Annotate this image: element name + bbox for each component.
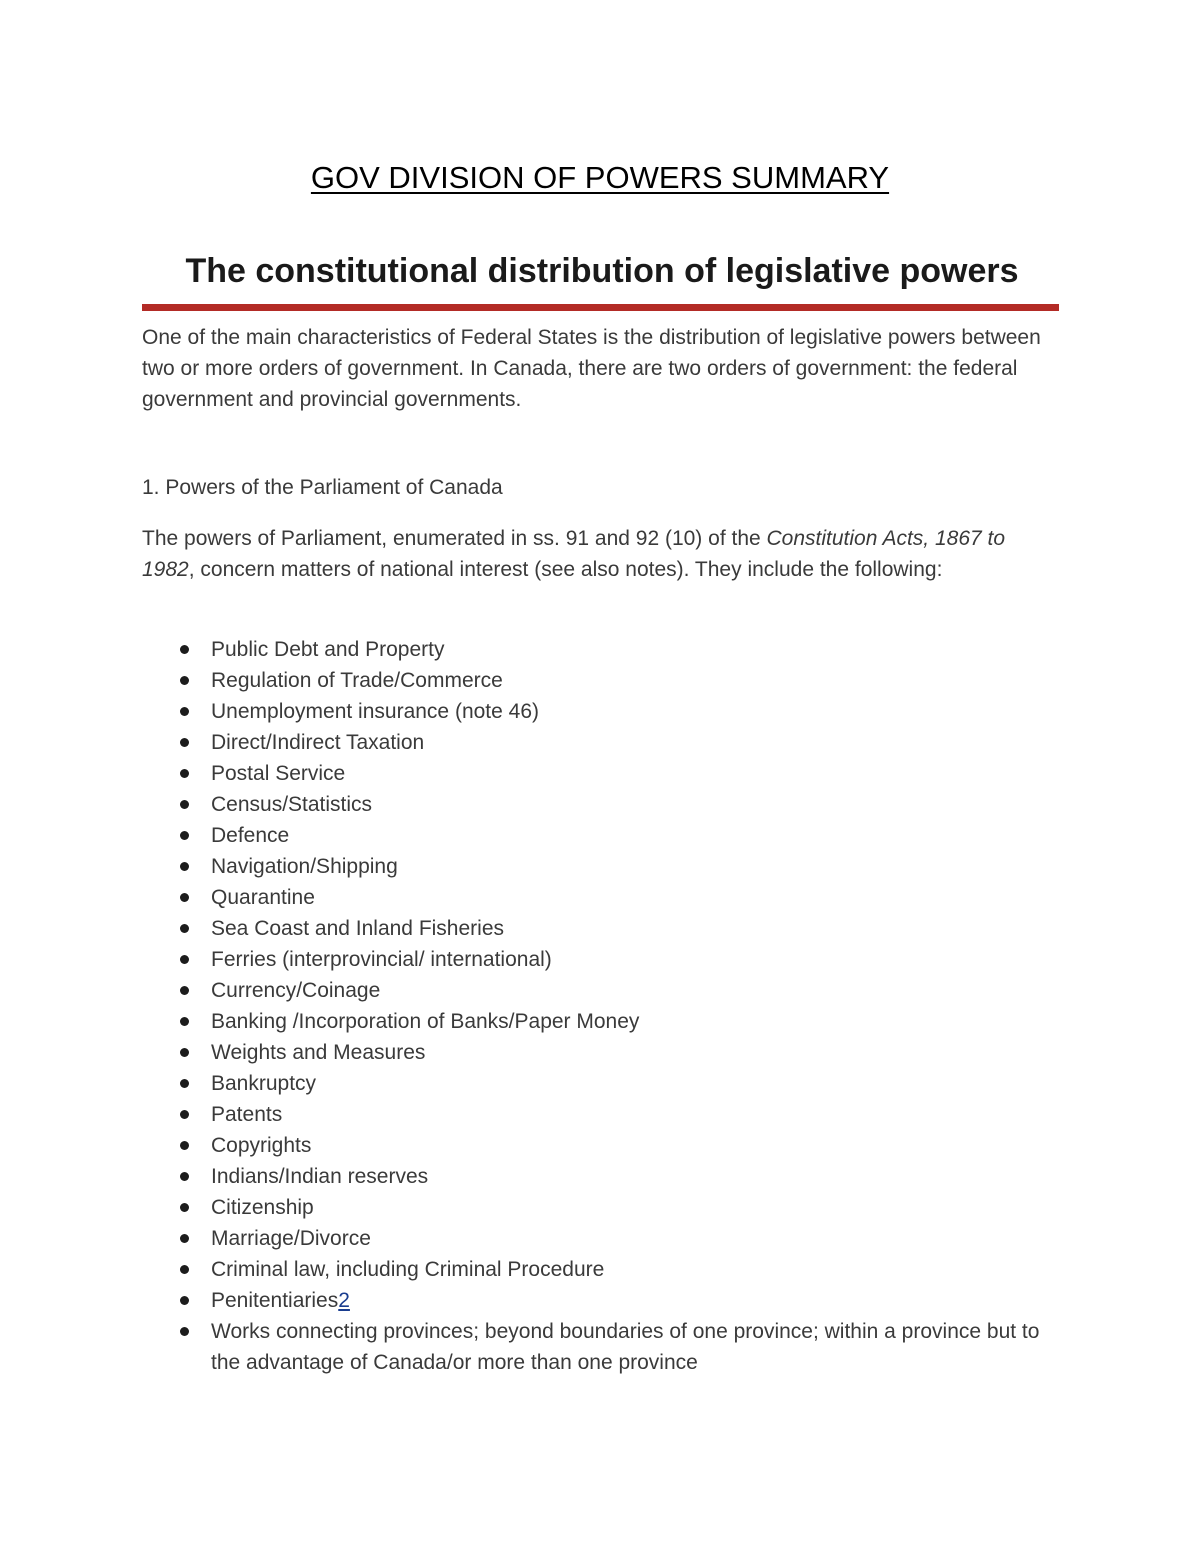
list-item-text: Quarantine (211, 886, 315, 909)
list-item (142, 1037, 1062, 1068)
bullet-icon (180, 1141, 189, 1150)
list-item-text: Navigation/Shipping (211, 855, 398, 878)
list-item-text: Ferries (interprovincial/ international) (211, 948, 552, 971)
list-item (142, 758, 1062, 789)
list-item (142, 696, 1062, 727)
list-item-text: Works connecting provinces; beyond boundaries of one province; within a province but to the advantage of Canada/or more than one province (211, 1320, 1040, 1374)
list-item (142, 944, 1062, 975)
list-item-text: Regulation of Trade/Commerce (211, 669, 503, 692)
list-item (142, 1161, 1062, 1192)
powers-subheading: 1. Powers of the Parliament of Canada (142, 476, 503, 499)
bullet-icon (180, 1234, 189, 1243)
list-item-text: Census/Statistics (211, 793, 373, 816)
list-item (142, 1068, 1062, 1099)
list-item (142, 1223, 1062, 1254)
list-item-text: Patents (211, 1103, 283, 1126)
list-item-text: Citizenship (211, 1196, 314, 1219)
bullet-icon (180, 1172, 189, 1181)
list-item (142, 820, 1062, 851)
list-item-text: Public Debt and Property (211, 638, 445, 661)
list-item-text: Penitentiaries (211, 1289, 339, 1312)
bullet-icon (180, 1265, 189, 1274)
list-item (142, 634, 1062, 665)
bullet-icon (180, 831, 189, 840)
list-item-text: Banking /Incorporation of Banks/Paper Money (211, 1010, 640, 1033)
powers-list (142, 634, 1062, 1378)
bullet-icon (180, 800, 189, 809)
powers-paragraph-after: , concern matters of national interest (see also notes). They include the following: (188, 558, 943, 581)
list-item (142, 789, 1062, 820)
list-item-text: Weights and Measures (211, 1041, 426, 1064)
bullet-icon (180, 955, 189, 964)
list-item-text: Marriage/Divorce (211, 1227, 371, 1250)
intro-paragraph: One of the main characteristics of Federal States is the distribution of legislative powers between two or more orders of government. In Canada, there are two orders of government: the federal government and provincial governments. (142, 326, 1041, 411)
powers-paragraph-before: The powers of Parliament, enumerated in ss. 91 and 92 (10) of the (142, 527, 767, 550)
powers-paragraph (142, 523, 1062, 585)
list-item (142, 1285, 1062, 1316)
heading-rule-divider (142, 304, 1059, 311)
bullet-icon (180, 1203, 189, 1212)
list-item (142, 913, 1062, 944)
bullet-icon (180, 1079, 189, 1088)
bullet-icon (180, 1110, 189, 1119)
list-item-text: Postal Service (211, 762, 346, 785)
list-item-text: Sea Coast and Inland Fisheries (211, 917, 505, 940)
section-heading: The constitutional distribution of legislative powers (185, 252, 1019, 290)
list-item (142, 727, 1062, 758)
list-item (142, 1130, 1062, 1161)
list-item-text: Defence (211, 824, 290, 847)
footnote-link[interactable]: 2 (338, 1289, 350, 1312)
list-item-text: Copyrights (211, 1134, 312, 1157)
list-item-text: Currency/Coinage (211, 979, 381, 1002)
list-item-text: Unemployment insurance (note 46) (211, 700, 540, 723)
list-item (142, 665, 1062, 696)
bullet-icon (180, 769, 189, 778)
document-title: GOV DIVISION OF POWERS SUMMARY (310, 160, 890, 195)
list-item-text: Bankruptcy (211, 1072, 317, 1095)
bullet-icon (180, 1017, 189, 1026)
bullet-icon (180, 1296, 189, 1305)
bullet-icon (180, 707, 189, 716)
list-item (142, 1254, 1062, 1285)
list-item (142, 1006, 1062, 1037)
list-item (142, 882, 1062, 913)
bullet-icon (180, 1327, 189, 1336)
list-item (142, 1192, 1062, 1223)
list-item (142, 851, 1062, 882)
bullet-icon (180, 645, 189, 654)
list-item (142, 975, 1062, 1006)
constitution-acts-citation: Constitution Acts, 1867 to 1982 (142, 527, 1006, 581)
list-item-text: Criminal law, including Criminal Procedure (211, 1258, 605, 1281)
list-item (142, 1316, 1062, 1378)
list-item-text: Direct/Indirect Taxation (211, 731, 425, 754)
list-item (142, 1099, 1062, 1130)
bullet-icon (180, 862, 189, 871)
bullet-icon (180, 924, 189, 933)
bullet-icon (180, 986, 189, 995)
bullet-icon (180, 893, 189, 902)
bullet-icon (180, 738, 189, 747)
bullet-icon (180, 1048, 189, 1057)
bullet-icon (180, 676, 189, 685)
list-item-text: Indians/Indian reserves (211, 1165, 429, 1188)
